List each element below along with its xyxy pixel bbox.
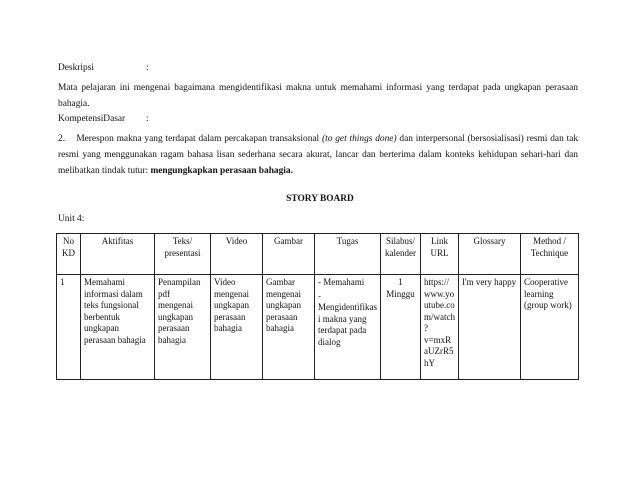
header-aktifitas: Aktifitas <box>81 234 155 275</box>
kompetensi-dasar-label: KompetensiDasar <box>58 114 126 124</box>
kd-number: 2. <box>58 134 66 144</box>
cell-no: 1 <box>57 275 81 380</box>
header-glossary: Glossary <box>459 234 521 275</box>
cell-method: Cooperative learning (group work) <box>521 275 579 380</box>
kd-part1: Merespon makna yang terdapat dalam percakapan transaksional <box>76 134 320 144</box>
header-teks-presentasi: Teks/ presentasi <box>155 234 211 275</box>
cell-teks: Penampilan pdf mengenai ungkapan perasaan bahagia <box>155 275 211 380</box>
cell-link-url[interactable]: https://www.youtube.com/watch?v=mxRaUZrR5hY <box>421 275 459 380</box>
table-header-row <box>57 234 579 275</box>
header-no-kd: No KD <box>57 234 81 275</box>
header-video: Video <box>211 234 263 275</box>
tugas-item-1: - Memahami <box>318 277 365 287</box>
header-gambar: Gambar <box>263 234 315 275</box>
kompetensi-dasar-colon: : <box>146 114 149 124</box>
story-board-table <box>56 233 579 380</box>
cell-video: Video mengenai ungkapan perasaan bahagia <box>211 275 263 380</box>
kompetensi-dasar-text <box>58 131 578 179</box>
header-tugas: Tugas <box>315 234 381 275</box>
deskripsi-colon: : <box>146 63 149 73</box>
kd-part2: dan interpersonal (bersosialisasi) resmi dan tak resmi yang menggunakan ragam bahasa lisan sederhana secara akurat, lancar dan berterima dalam konteks kehidupan sehari-hari dan melibatkan tindak tutur: <box>58 134 579 176</box>
cell-glossary: I'm very happy <box>459 275 521 380</box>
story-board-title: STORY BOARD <box>286 194 354 204</box>
header-link-url: Link URL <box>421 234 459 275</box>
cell-silabus: 1 Minggu <box>381 275 421 380</box>
table-row <box>57 275 579 380</box>
tugas-item-2: - Mengidentifikasi makna yang terdapat pada dialog <box>318 290 377 347</box>
unit-label: Unit 4: <box>58 214 85 224</box>
kd-bold: mengungkapkan perasaan bahagia. <box>150 166 293 176</box>
kd-italic: (to get things done) <box>322 134 397 144</box>
deskripsi-text: Mata pelajaran ini mengenai bagaimana mengidentifikasi makna untuk memahami informasi yang terdapat pada ungkapan perasaan bahagia. <box>58 83 578 109</box>
cell-aktifitas: Memahami informasi dalam teks fungsional berbentuk ungkapan perasaan bahagia <box>81 275 155 380</box>
header-silabus-kalender: Silabus/ kalender <box>381 234 421 275</box>
cell-tugas <box>315 275 381 380</box>
cell-gambar: Gambar mengenai ungkapan perasaan bahagia <box>263 275 315 380</box>
header-method-technique: Method / Technique <box>521 234 579 275</box>
deskripsi-label: Deskripsi <box>58 63 94 73</box>
